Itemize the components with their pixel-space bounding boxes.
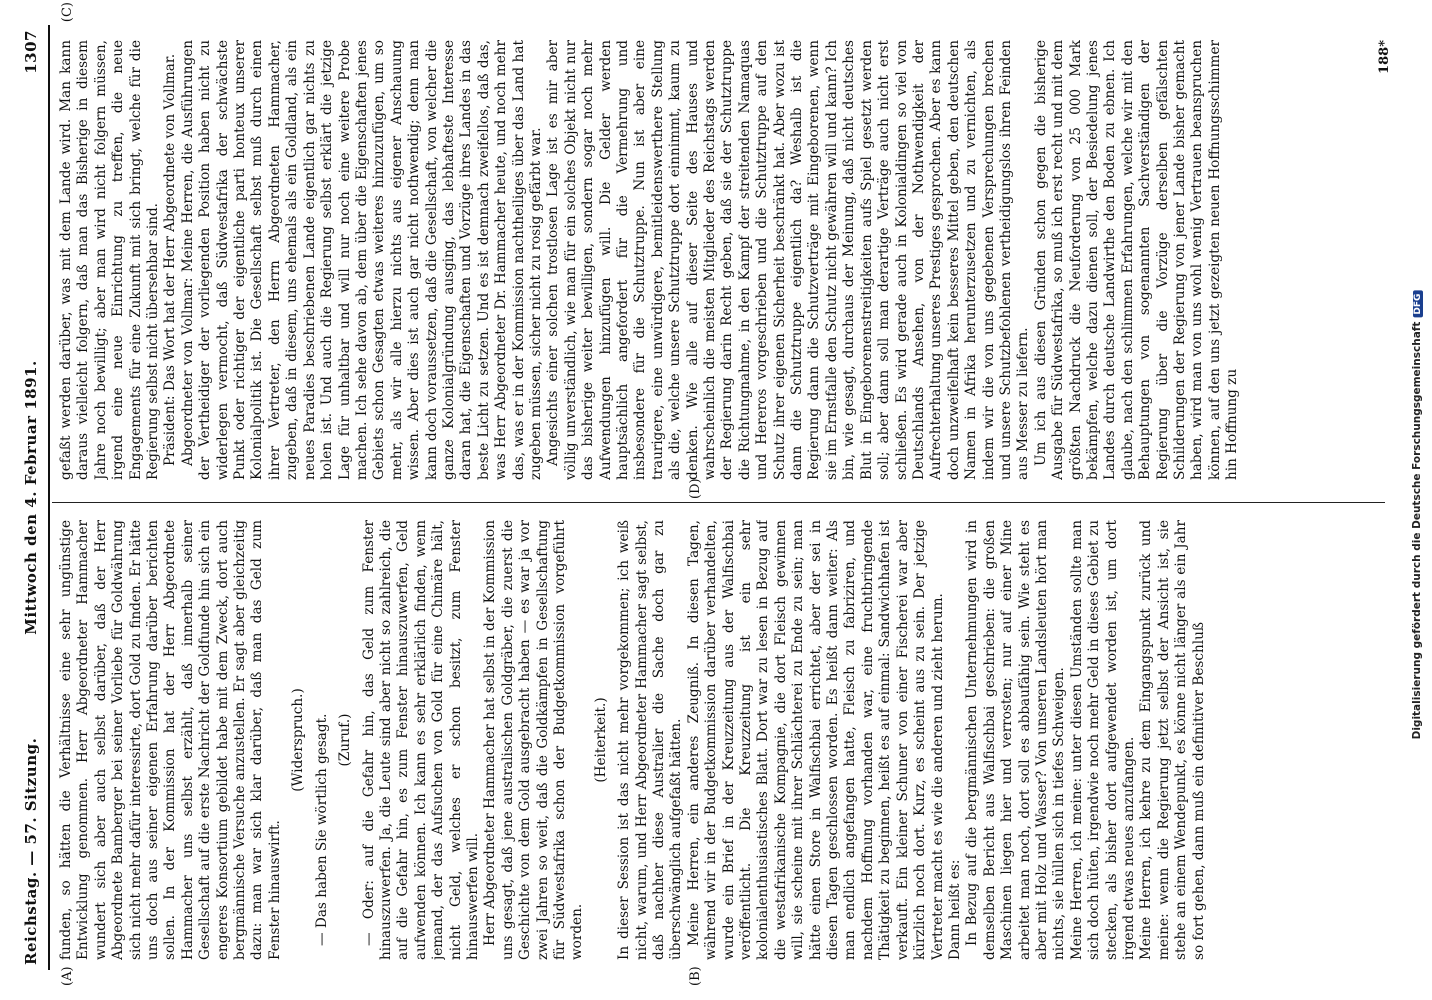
header-date: Mittwoch den 4. Februar 1891.	[22, 360, 40, 635]
header-left: Reichstag. — 57. Sitzung.	[22, 737, 40, 965]
signature-mark: 188*	[1377, 40, 1392, 74]
credit-label: Digitalisierung gefördert durch die Deutsche Forschungsgemeinschaft	[1411, 321, 1423, 740]
credit-text	[1411, 291, 1423, 740]
paragraph: Meine Herren, ein anderes Zeugniß. In diesen Tagen, während wir in der Budgetkommission darüber verhandelten, wurde ein Brief in der Kreuzzeitung aus der Walfischbai veröffentlicht. Die Kreuzzeitung ist ein sehr kolonialenthusiastisches Blatt. Dort war zu lesen in Bezug auf die westafrikanische Kompagnie, die dort Fleisch gewinnen will, sie scheine mit ihrer Schlächterei zu Ende zu sein; man hätte einen Store in Walfischbai errichtet, aber der sei in diesen Tagen geschlossen worden. Es heißt dann weiter: Als man endlich angefangen hatte, Fleisch zu fabriziren, und nachdem Hoffnung vorhanden war, eine fruchtbringende Thätigkeit zu beginnen, heißt es auf einmal: Sandwichhafen ist verkauft. Ein kleiner Schuner von einer Fischerei war aber kürzlich noch dort. Kurz, es scheint aus zu sein. Der jetzige Vertreter macht es wie die anderen und zieht herum.	[685, 520, 946, 960]
margin-marker-a: (A)	[60, 966, 75, 986]
paragraph: Präsident: Das Wort hat der Herr Abgeordnete von Vollmar.	[162, 53, 179, 466]
paragraph: Angesichts einer solchen trostlosen Lage ist es mir aber völlig unverständlich, wie man für ein solches Objekt nicht nur das bisherige weiter bewilligen, sondern sogar noch mehr Aufwendungen hinzufügen will. Die Gelder werden hauptsächlich angefordert für die Vermehrung und insbesondere für die Schutztruppe. Nun ist aber eine traurigere, eine unwürdigere, bemitleidenswerthere Stellung als die, welche unsere Schutztruppe dort einnimmt, kaum zu denken. Wie alle auf dieser Seite des Hauses und wahrscheinlich die meisten Mitglieder des Reichstags werden der Regierung darin Recht geben, daß sie der Schutztruppe die Richtungnahme, in den Kampf der streitenden Namaquas und Hereros vorgeschrieben und die Schutztruppe auf den Schutz ihrer eigenen Sicherheit beschränkt hat. Aber wozu ist dann die Schutztruppe eigentlich da? Weshalb ist die Regierung dann die Schutzverträge mit Eingeborenen, wenn sie im Ernstfalle den Schutz nicht gewähren will und kann? Ich bin, wie gesagt, durchaus der Meinung, daß nicht deutsches Blut in Eingeborenenstreitigkeiten aufs Spiel gesetzt werden soll; aber dann soll man derartige Verträge auch nicht erst schließen. Es wird gerade auch in Kolonialdingen so viel von Deutschlands Ansehen, von der Nothwendigkeit der Aufrechterhaltung unseres Prestiges gesprochen. Aber es kann doch unzweifelhaft kein besseres Mittel geben, den deutschen Namen in Afrika herunterzusetzen und zu vernichten, als indem wir die von uns gegebenen Versprechungen brechen und unsere Schutzbefohlenen vertheidigungslos ihren Feinden aus Messer zu liefern.	[545, 40, 1032, 480]
paragraph: In dieser Session ist das nicht mehr vorgekommen; ich weiß nicht, warum, und Herr Abgeordneter Hammacher sagt selbst, daß nachher diese Australier die Sache doch gar zu überschwänglich aufgefaßt hätten.	[616, 520, 685, 960]
margin-marker-d: (D)	[688, 478, 703, 499]
paragraph: Dann heißt es:	[946, 859, 963, 960]
digitization-credit	[1404, 40, 1430, 990]
paragraph: Meine Herren, ich kehre zu dem Eingangspunkt zurück und meine: wenn die Regierung jetzt selbst der Ansicht ist, sie stehe an einem Wendepunkt, es könne nicht länger als ein Jahr so fort gehen, dann muß ein definitiver Beschluß	[1138, 520, 1207, 960]
paragraph: In Bezug auf die bergmännischen Unternehmungen wird in demselben Bericht aus Walfischbai geschrieben: die großen Maschinen liegen hier und verrosten; nur auf einer Mine arbeitet man noch, dort soll es abbaufähig sein. Wie steht es aber mit Holz und Wasser? Von unseren Landsleuten hört man nichts, sie hüllen sich in tiefes Schweigen.	[964, 520, 1068, 960]
paragraph: Meine Herren, ich meine: unter diesen Umständen sollte man sich doch hüten, irgendwie noch mehr Geld in dieses Gebiet zu stecken, als bisher dort aufgewendet worden ist, um dort irgend etwas neues anzufangen.	[1068, 520, 1137, 960]
header-rule	[48, 25, 50, 970]
paragraph: Um ich aus diesen Gründen schon gegen die bisherige Ausgabe für Südwestafrika, so muß ich erst recht und mit dem größten Nachdruck die Neuforderung von 25 000 Mark bekämpfen, welche dazu dienen soll, der Besiedelung jenes Landes durch deutsche Landwirthe den Boden zu ebnen. Ich glaube, nach den schlimmen Erfahrungen, welche wir mit den Behauptungen von sogenannten Sachverständigen der Regierung über die Vorzüge derselben gefälschten Schilderungen der Regierung von jener Lande bisher gemacht haben, wird man von uns wohl wenig Vertrauen beanspruchen können, auf den uns jetzt gezeigten neuen Hoffnungsschimmer hin Hoffnung zu	[1032, 40, 1241, 480]
paragraph: (Widerspruch.)	[290, 688, 307, 792]
paragraph: gefaßt werden darüber, was mit dem Lande wird. Man kann daraus vielleicht folgern, daß man das Bisherige in diesem Jahre noch bewilligt; aber man wird nicht folgern müssen, irgend eine neue Einrichtung zu treffen, die neue Engagements für eine Zukunft mit sich bringt, welche für die Regierung selbst nicht übersehbar sind.	[58, 40, 162, 480]
dfg-logo: DFG	[1413, 291, 1423, 318]
paragraph: (Heiterkeit.)	[592, 697, 609, 783]
column-divider	[52, 502, 1385, 503]
left-column	[58, 520, 1378, 960]
right-column	[58, 40, 1378, 480]
margin-marker-b: (B)	[688, 966, 703, 986]
paragraph: — Das haben Sie wörtlich gesagt.	[313, 713, 330, 946]
running-header	[22, 30, 44, 965]
paragraph: Herr Abgeordneter Hammacher hat selbst in der Kommission uns gesagt, daß jene australischen Goldgräber, die zuerst die Geschichte von dem Gold ausgebracht haben — es war ja vor zwei Jahren so weit, daß die Goldkämpfen in Gesellschaftung für Südwestafrika schon der Budgetkommission vorgeführt worden.	[482, 520, 586, 960]
paragraph: (Zuruf.)	[337, 713, 354, 767]
paragraph: funden, so hätten die Verhältnisse eine sehr ungünstige Entwicklung genommen. Herr Abgeordneter Hammacher wundert sich aber auch selbst darüber, daß der Herr Abgeordnete Bamberger bei seiner Vorliebe für Goldwährung sich nicht mehr dafür interessirte, dort Gold zu finden. Er hätte uns doch aus seiner eigenen Erfahrung darüber berichten sollen. In der Kommission hat der Herr Abgeordnete Hammacher uns selbst erzählt, daß innerhalb seiner Gesellschaft auf die erste Nachricht der Goldfunde hin sich ein engeres Konsortium gebildet habe mit dem Zweck, dort auch bergmännische Versuche anzustellen. Er sagt aber gleichzeitig dazu: man war sich klar darüber, daß man das Geld zum Fenster hinauswirft.	[58, 520, 283, 960]
page-number: 1307	[22, 30, 40, 74]
paragraph: Abgeordneter von Vollmar: Meine Herren, die Ausführungen der Vertheidiger der vorliegenden Position haben nicht zu widerlegen vermocht, daß Südwestafrika der schwächste Punkt oder richtiger der eigentliche parti honteux unserer Kolonialpolitik ist. Die Gesellschaft selbst muß durch einen ihrer Vertreter, den Herrn Abgeordneten Hammacher, zugeben, daß in diesem, uns ehemals als ein Goldland, als ein neues Paradies beschriebenen Lande eigentlich gar nichts zu holen ist. Und auch die Regierung selbst erklärt die jetzige Lage für unhaltbar und will nur noch eine weitere Probe machen. Ich sehe davon ab, dem über die Eigenschaften jenes Gebiets schon Gesagten etwas weiteres hinzuzufügen, um so mehr, als wir alle hierzu nichts aus eigener Anschauung wissen. Aber dies ist auch gar nicht nothwendig; denn man kann doch voraussetzen, daß die Gesellschaft, von welcher die ganze Kolonialgründung ausging, das lebhafteste Interesse daran hat, die Eigenschaften und Vorzüge ihres Landes in das beste Licht zu setzen. Und es ist demnach zweifellos, daß das, was Herr Abgeordneter Dr. Hammacher heute, und noch mehr das, was er in der Kommission nachtheiliges über das Land hat zugeben müssen, sicher nicht zu rosig gefärbt war.	[179, 40, 544, 480]
margin-marker-c: (C)	[60, 2, 75, 23]
paragraph: — Oder: auf die Gefahr hin, das Geld zum Fenster hinauszuwerfen. Ja, die Leute sind aber nicht so zahlreich, die auf die Gefahr hin, es zum Fenster hinauszuwerfen, Geld aufwenden können. Ich kann es sehr erklärlich finden, wenn jemand, der das Aufsuchen von Gold für eine Chimäre hält, nicht Geld, welches er schon besitzt, zum Fenster hinauswerfen will.	[360, 520, 481, 960]
